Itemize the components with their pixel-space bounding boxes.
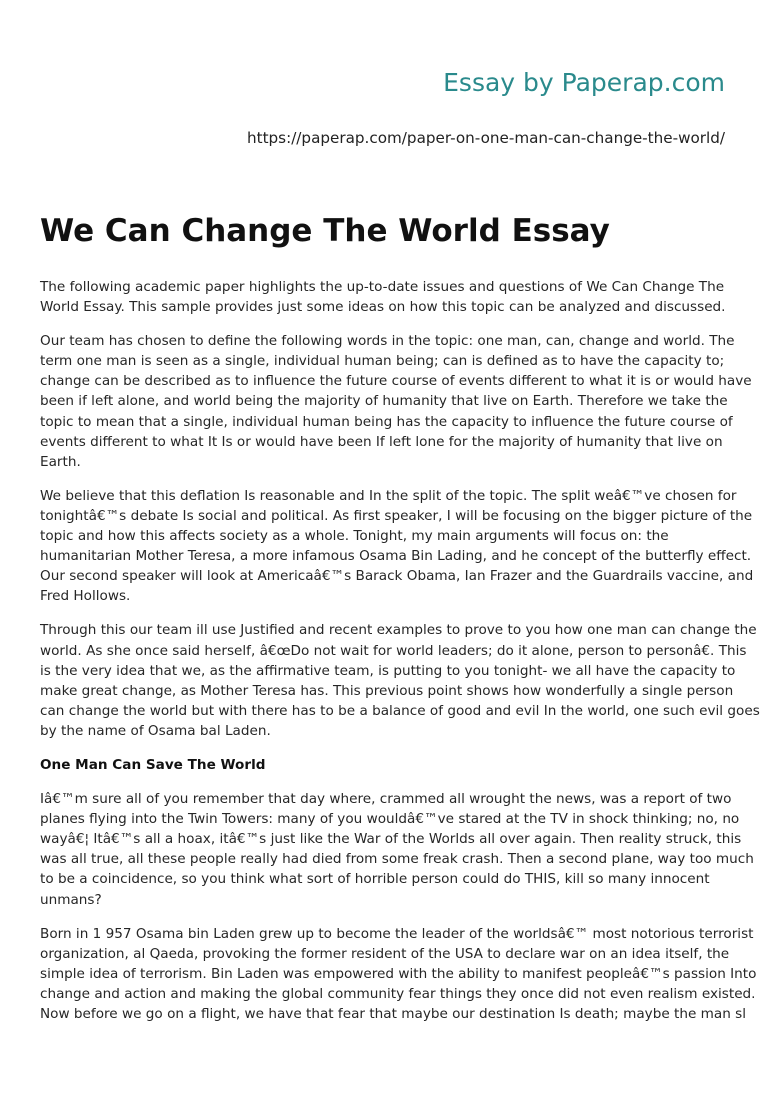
text-line: change can be described as to influence the future course of events different to what it is or would have: [40, 373, 752, 390]
text-line: Iâ€™m sure all of you remember that day where, crammed all wrought the news, was a report of two: [40, 791, 732, 808]
source-url[interactable]: https://paperap.com/paper-on-one-man-can-change-the-world/: [246, 129, 725, 147]
text-line: Now before we go on a flight, we have that fear that maybe our destination Is death; maybe the man sl: [40, 1006, 747, 1022]
text-line: by the name of Osama bal Laden.: [40, 722, 271, 739]
text-line: been if left alone, and world being the majority of humanity that live on Earth. Therefore we take the: [40, 393, 728, 410]
paragraph-twin-towers: [40, 789, 754, 910]
text-line: to be a coincidence, so you think what sort of horrible person could do THIS, kill so many innocent: [40, 871, 710, 888]
text-line: planes flying into the Twin Towers: many of you wouldâ€™ve stared at the TV in shock thinking; no, no: [40, 811, 740, 828]
text-line: Our second speaker will look at Americaâ€™s Barack Obama, Ian Frazer and the Guardrails vaccine, and: [40, 568, 754, 585]
essay-body: [40, 277, 760, 1024]
text-line: make great change, as Mother Teresa has. This previous point shows how wonderfully a single person: [40, 682, 734, 699]
text-line: was all true, all these people really had died from some freak crash. Then a second plane, way too much: [40, 851, 754, 868]
paragraph-examples: [40, 620, 760, 741]
text-line: change and action and making the global community fear things they once did not even realism existed.: [40, 985, 756, 1002]
text-line: topic to mean that a single, individual human being has the capacity to influence the future course of: [40, 413, 733, 430]
text-line: events different to what It Is or would have been If left lone for the majority of humanity that live on: [40, 433, 723, 450]
text-line: Fred Hollows.: [40, 588, 131, 605]
paragraph-intro: [40, 277, 730, 317]
text-line: term one man is seen as a single, individual human being; can is defined as to have the capacity to;: [40, 353, 725, 370]
text-line: organization, al Qaeda, provoking the former resident of the USA to declare war on an idea itself, the: [40, 945, 730, 962]
text-line: unmans?: [40, 891, 102, 908]
text-line: World Essay. This sample provides just some ideas on how this topic can be analyzed and discussed.: [40, 299, 726, 316]
text-line: Earth.: [40, 453, 81, 470]
text-line: Born in 1 957 Osama bin Laden grew up to become the leader of the worldsâ€™ most notorious terrorist: [40, 925, 754, 942]
text-line: Our team has chosen to define the following words in the topic: one man, can, change and world. The: [40, 333, 735, 350]
text-line: wayâ€¦ Itâ€™s all a hoax, itâ€™s just like the War of the Worlds all over again. Then reality struck, this: [40, 831, 742, 848]
text-line: topic and how this affects society as a whole. Tonight, my main arguments will focus on: the: [40, 528, 669, 545]
section-heading: One Man Can Save The World: [40, 756, 266, 773]
text-line: simple idea of terrorism. Bin Laden was empowered with the ability to manifest peopleâ€™s passion Into: [40, 965, 757, 982]
paragraph-bin-laden: [40, 924, 757, 1024]
text-line: world. As she once said herself, â€œDo not wait for world leaders; do it alone, person to personâ€. This: [40, 642, 747, 659]
text-line: humanitarian Mother Teresa, a more infamous Osama Bin Lading, and he concept of the butterfly effect.: [40, 548, 752, 565]
text-line: tonightâ€™s debate Is social and political. As first speaker, I will be focusing on the bigger picture of the: [40, 507, 753, 524]
essay-title: We Can Change The World Essay: [40, 213, 610, 249]
text-line: can change the world but with there has to be a balance of good and evil In the world, one such evil goes: [40, 702, 760, 719]
text-line: We believe that this deflation Is reasonable and In the split of the topic. The split weâ€™ve chosen for: [40, 487, 737, 504]
paragraph-definitions: [40, 331, 752, 472]
text-line: is the very idea that we, as the affirmative team, is putting to you tonight- we all have the capacity to: [40, 662, 736, 679]
text-line: Through this our team ill use Justified and recent examples to prove to you how one man can change the: [40, 622, 757, 639]
paragraph-split: [40, 486, 754, 607]
text-line: The following academic paper highlights the up-to-date issues and questions of We Can Change The: [40, 279, 725, 295]
site-brand[interactable]: Essay by Paperap.com: [443, 68, 725, 97]
